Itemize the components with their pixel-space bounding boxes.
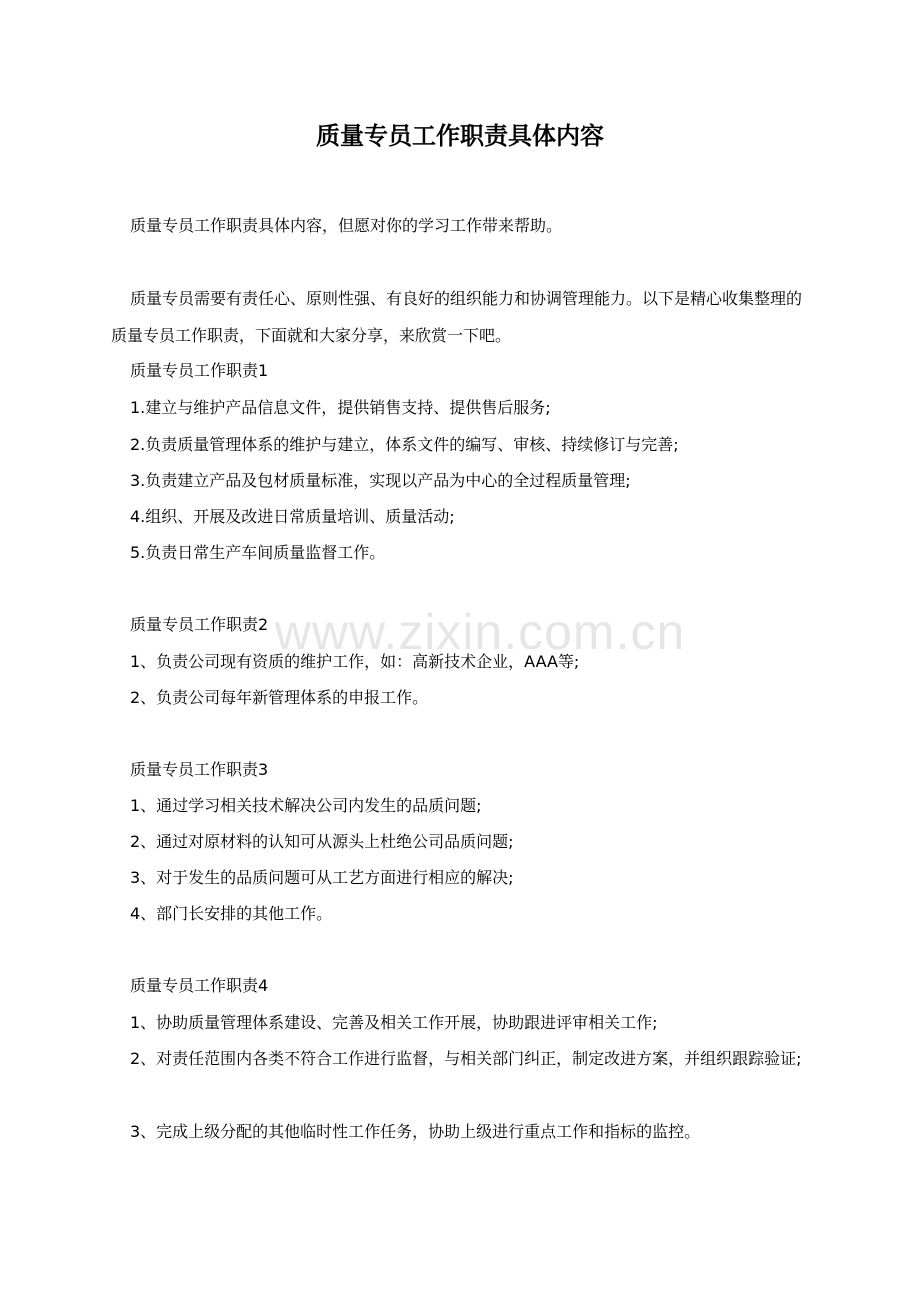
section-heading-3: 质量专员工作职责3 xyxy=(130,760,269,779)
list-item: 2、对责任范围内各类不符合工作进行监督，与相关部门纠正，制定改进方案，并组织跟踪验证; xyxy=(130,1049,802,1068)
list-item: 5.负责日常生产车间质量监督工作。 xyxy=(130,543,386,562)
watermark: www.zixin.com.cn xyxy=(274,604,686,660)
list-item: 4、部门长安排的其他工作。 xyxy=(130,904,333,923)
list-item: 2、通过对原材料的认知可从源头上杜绝公司品质问题; xyxy=(130,832,514,851)
list-item: 2、负责公司每年新管理体系的申报工作。 xyxy=(130,688,429,707)
list-item: 1、负责公司现有资质的维护工作，如：高新技术企业，AAA等; xyxy=(130,652,580,671)
list-item: 1、协助质量管理体系建设、完善及相关工作开展，协助跟进评审相关工作; xyxy=(130,1013,658,1032)
list-item: 3、完成上级分配的其他临时性工作任务，协助上级进行重点工作和指标的监控。 xyxy=(130,1122,701,1141)
list-item: 2.负责质量管理体系的维护与建立，体系文件的编写、审核、持续修订与完善; xyxy=(130,435,679,454)
list-item: 4.组织、开展及改进日常质量培训、质量活动; xyxy=(130,507,455,526)
intro-paragraph: 质量专员工作职责具体内容，但愿对你的学习工作带来帮助。 xyxy=(130,216,563,235)
list-item: 1.建立与维护产品信息文件，提供销售支持、提供售后服务; xyxy=(130,398,551,417)
overview-paragraph: 质量专员需要有责任心、原则性强、有良好的组织能力和协调管理能力。以下是精心收集整理的质量专员工作职责，下面就和大家分享，来欣赏一下吧。 xyxy=(111,289,803,345)
list-item: 3、对于发生的品质问题可从工艺方面进行相应的解决; xyxy=(130,868,514,887)
section-heading-2: 质量专员工作职责2 xyxy=(130,615,269,634)
list-item: 1、通过学习相关技术解决公司内发生的品质问题; xyxy=(130,796,482,815)
section-heading-4: 质量专员工作职责4 xyxy=(130,976,269,995)
document-title: 质量专员工作职责具体内容 xyxy=(316,122,604,150)
list-item: 3.负责建立产品及包材质量标准，实现以产品为中心的全过程质量管理; xyxy=(130,471,631,490)
section-heading-1: 质量专员工作职责1 xyxy=(130,361,269,380)
